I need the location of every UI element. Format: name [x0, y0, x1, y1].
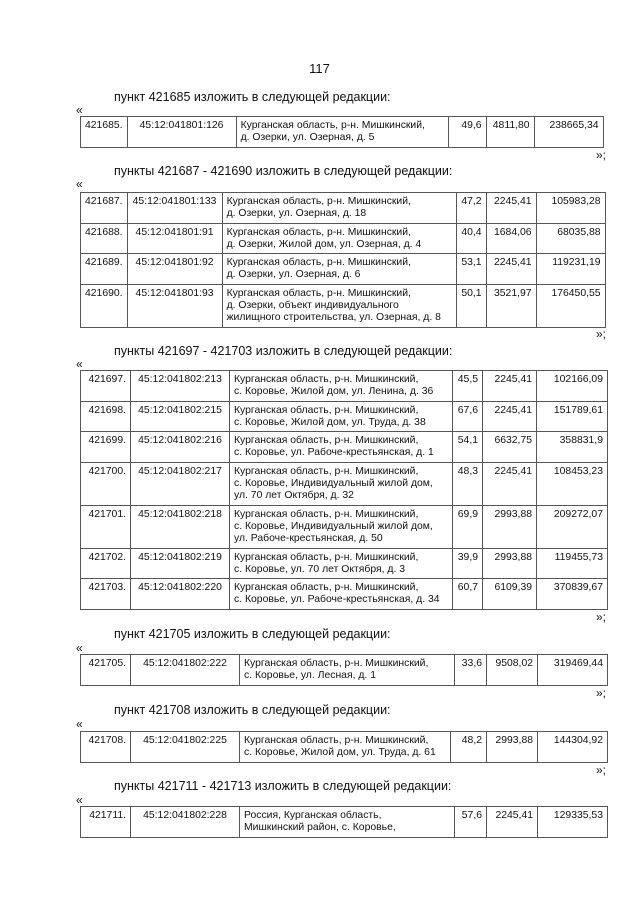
- address-line: д. Озерки, ул. Озерная, д. 5: [240, 132, 375, 144]
- cadastral-number-cell: 45:12:041802:222: [131, 655, 240, 686]
- address-line: жилищного строительства, ул. Озерная, д. 8: [226, 312, 441, 324]
- table-row: [81, 655, 608, 686]
- address-line: Курганская область, р-н. Мишкинский,: [234, 404, 419, 416]
- cadastral-cost-cell: 105983,28: [536, 193, 605, 224]
- area-cell: 67,6: [453, 401, 483, 432]
- cadastral-number-cell: 45:12:041802:219: [131, 548, 230, 579]
- area-cell: 48,2: [451, 732, 487, 763]
- unit-price-cell: 6632,75: [483, 432, 537, 463]
- address-cell: [240, 732, 451, 763]
- address-line: с. Коровье, ул. Рабоче-крестьянская, д. 34: [234, 594, 440, 606]
- item-number-cell: 421701.: [81, 505, 131, 548]
- address-cell: [230, 462, 453, 505]
- address-cell: [240, 655, 455, 686]
- table-row: [81, 223, 606, 254]
- address-line: с. Коровье, ул. Рабоче-крестьянская, д. 1: [234, 447, 434, 459]
- table-row: [81, 505, 608, 548]
- address-line: ул. 70 лет Октября, д. 32: [234, 490, 354, 502]
- address-cell: [222, 284, 456, 327]
- address-cell: [230, 579, 453, 610]
- cadastral-cost-cell: 68035,88: [536, 223, 605, 254]
- cadastral-number-cell: 45:12:041802:215: [131, 401, 230, 432]
- cadastral-cost-cell: 176450,55: [536, 284, 605, 327]
- address-line: д. Озерки, ул. Озерная, д. 6: [226, 269, 361, 281]
- item-number-cell: 421699.: [81, 432, 131, 463]
- open-quote: «: [76, 793, 83, 807]
- item-number-cell: 421685.: [81, 117, 128, 148]
- unit-price-cell: 1684,06: [486, 223, 536, 254]
- unit-price-cell: 2245,41: [486, 254, 536, 285]
- section-intro: пункты 421711 - 421713 изложить в следующей редакции:: [114, 779, 452, 793]
- open-quote: «: [76, 357, 83, 371]
- property-table: [80, 654, 608, 686]
- cadastral-cost-cell: 129335,53: [538, 807, 608, 838]
- cadastral-number-cell: 45:12:041802:218: [131, 505, 230, 548]
- table-row: [81, 254, 606, 285]
- close-quote: »;: [595, 610, 606, 624]
- table-row: [81, 401, 608, 432]
- close-quote: »;: [595, 686, 606, 700]
- address-line: с. Коровье, Жилой дом, ул. Ленина, д. 36: [234, 386, 434, 398]
- address-cell: [222, 254, 456, 285]
- cadastral-cost-cell: 151789,61: [537, 401, 608, 432]
- table-row: [81, 193, 606, 224]
- cadastral-number-cell: 45:12:041801:92: [127, 254, 222, 285]
- table-row: [81, 284, 606, 327]
- cadastral-number-cell: 45:12:041802:225: [131, 732, 240, 763]
- address-cell: [236, 117, 448, 148]
- address-line: Курганская область, р-н. Мишкинский,: [240, 120, 425, 131]
- address-line: Курганская область, р-н. Мишкинский,: [226, 226, 411, 238]
- address-cell: [230, 432, 453, 463]
- cadastral-cost-cell: 358831,9: [537, 432, 608, 463]
- open-quote: «: [76, 641, 83, 655]
- cadastral-cost-cell: 119455,73: [537, 548, 608, 579]
- area-cell: 45,5: [453, 371, 483, 402]
- table-row: [81, 371, 608, 402]
- area-cell: 53,1: [456, 254, 486, 285]
- address-cell: [230, 401, 453, 432]
- address-line: Курганская область, р-н. Мишкинский,: [226, 196, 411, 207]
- address-line: с. Коровье, Жилой дом, ул. Труда, д. 38: [234, 416, 426, 428]
- area-cell: 47,2: [456, 193, 486, 224]
- unit-price-cell: 2993,88: [483, 548, 537, 579]
- item-number-cell: 421689.: [81, 254, 128, 285]
- area-cell: 50,1: [456, 284, 486, 327]
- cadastral-number-cell: 45:12:041801:93: [127, 284, 222, 327]
- cadastral-cost-cell: 238665,34: [534, 117, 603, 148]
- open-quote: «: [76, 177, 83, 191]
- address-cell: [222, 223, 456, 254]
- address-line: Курганская область, р-н. Мишкинский,: [244, 658, 429, 669]
- property-table: [80, 116, 604, 148]
- unit-price-cell: 2245,41: [483, 371, 537, 402]
- section-intro: пункты 421697 - 421703 изложить в следующей редакции:: [114, 344, 453, 358]
- area-cell: 60,7: [453, 579, 483, 610]
- section-intro: пункт 421705 изложить в следующей редакции:: [114, 627, 391, 641]
- address-line: с. Коровье, Индивидуальный жилой дом,: [234, 520, 433, 532]
- open-quote: «: [76, 717, 83, 731]
- address-line: Курганская область, р-н. Мишкинский,: [234, 435, 419, 447]
- unit-price-cell: 2245,41: [487, 807, 538, 838]
- address-line: Курганская область, р-н. Мишкинский,: [244, 735, 429, 746]
- address-line: с. Коровье, ул. Лесная, д. 1: [244, 670, 376, 682]
- unit-price-cell: 2245,41: [483, 462, 537, 505]
- unit-price-cell: 4811,80: [486, 117, 534, 148]
- item-number-cell: 421708.: [81, 732, 131, 763]
- area-cell: 54,1: [453, 432, 483, 463]
- cadastral-number-cell: 45:12:041801:91: [127, 223, 222, 254]
- item-number-cell: 421690.: [81, 284, 128, 327]
- cadastral-number-cell: 45:12:041802:220: [131, 579, 230, 610]
- area-cell: 40,4: [456, 223, 486, 254]
- area-cell: 48,3: [453, 462, 483, 505]
- address-line: Курганская область, р-н. Мишкинский,: [226, 287, 411, 299]
- open-quote: «: [76, 103, 83, 117]
- property-table: [80, 370, 608, 610]
- address-line: Курганская область, р-н. Мишкинский,: [234, 374, 419, 385]
- item-number-cell: 421703.: [81, 579, 131, 610]
- item-number-cell: 421702.: [81, 548, 131, 579]
- area-cell: 57,6: [455, 807, 487, 838]
- cadastral-number-cell: 45:12:041802:217: [131, 462, 230, 505]
- address-line: Курганская область, р-н. Мишкинский,: [234, 551, 419, 563]
- cadastral-cost-cell: 108453,23: [537, 462, 608, 505]
- property-table: [80, 192, 606, 328]
- table-row: [81, 432, 608, 463]
- unit-price-cell: 9508,02: [487, 655, 538, 686]
- table-row: [81, 579, 608, 610]
- item-number-cell: 421698.: [81, 401, 131, 432]
- address-line: Курганская область, р-н. Мишкинский,: [234, 508, 419, 520]
- cadastral-cost-cell: 119231,19: [536, 254, 605, 285]
- cadastral-cost-cell: 370839,67: [537, 579, 608, 610]
- address-line: с. Коровье, Индивидуальный жилой дом,: [234, 478, 433, 490]
- unit-price-cell: 3521,97: [486, 284, 536, 327]
- address-line: д. Озерки, объект индивидуального: [226, 300, 399, 312]
- unit-price-cell: 2993,88: [487, 732, 538, 763]
- section-intro: пункт 421708 изложить в следующей редакции:: [114, 703, 391, 717]
- cadastral-number-cell: 45:12:041802:216: [131, 432, 230, 463]
- cadastral-cost-cell: 102166,09: [537, 371, 608, 402]
- address-line: ул. Рабоче-крестьянская, д. 50: [234, 533, 383, 545]
- address-line: с. Коровье, ул. 70 лет Октября, д. 3: [234, 563, 405, 575]
- item-number-cell: 421688.: [81, 223, 128, 254]
- unit-price-cell: 2245,41: [483, 401, 537, 432]
- unit-price-cell: 2245,41: [486, 193, 536, 224]
- table-row: [81, 807, 608, 838]
- area-cell: 39,9: [453, 548, 483, 579]
- item-number-cell: 421705.: [81, 655, 131, 686]
- area-cell: 33,6: [455, 655, 487, 686]
- cadastral-cost-cell: 209272,07: [537, 505, 608, 548]
- table-row: [81, 732, 608, 763]
- address-line: Россия, Курганская область,: [244, 810, 382, 821]
- item-number-cell: 421687.: [81, 193, 128, 224]
- item-number-cell: 421697.: [81, 371, 131, 402]
- cadastral-number-cell: 45:12:041801:126: [127, 117, 236, 148]
- section-intro: пункты 421687 - 421690 изложить в следующей редакции:: [114, 164, 453, 178]
- item-number-cell: 421711.: [81, 807, 131, 838]
- item-number-cell: 421700.: [81, 462, 131, 505]
- cadastral-cost-cell: 144304,92: [538, 732, 608, 763]
- address-cell: [222, 193, 456, 224]
- cadastral-number-cell: 45:12:041801:133: [127, 193, 222, 224]
- address-line: д. Озерки, ул. Озерная, д. 18: [226, 208, 367, 220]
- address-cell: [230, 548, 453, 579]
- table-row: [81, 548, 608, 579]
- address-line: д. Озерки, Жилой дом, ул. Озерная, д. 4: [226, 238, 422, 250]
- table-row: [81, 117, 604, 148]
- table-row: [81, 462, 608, 505]
- area-cell: 69,9: [453, 505, 483, 548]
- address-line: Курганская область, р-н. Мишкинский,: [234, 465, 419, 477]
- close-quote: »;: [595, 763, 606, 777]
- property-table: [80, 731, 608, 763]
- address-line: Мишкинский район, с. Коровье,: [244, 822, 396, 834]
- unit-price-cell: 6109,39: [483, 579, 537, 610]
- unit-price-cell: 2993,88: [483, 505, 537, 548]
- property-table: [80, 806, 608, 838]
- cadastral-number-cell: 45:12:041802:228: [131, 807, 240, 838]
- close-quote: »;: [595, 327, 606, 341]
- address-cell: [240, 807, 455, 838]
- cadastral-cost-cell: 319469,44: [538, 655, 608, 686]
- cadastral-number-cell: 45:12:041802:213: [131, 371, 230, 402]
- page-number: 117: [309, 61, 330, 76]
- address-cell: [230, 371, 453, 402]
- address-cell: [230, 505, 453, 548]
- close-quote: »;: [595, 148, 606, 162]
- address-line: Курганская область, р-н. Мишкинский,: [226, 257, 411, 269]
- area-cell: 49,6: [448, 117, 486, 148]
- address-line: Курганская область, р-н. Мишкинский,: [234, 582, 419, 594]
- section-intro: пункт 421685 изложить в следующей редакции:: [114, 90, 391, 104]
- address-line: с. Коровье, Жилой дом, ул. Труда, д. 61: [244, 747, 436, 759]
